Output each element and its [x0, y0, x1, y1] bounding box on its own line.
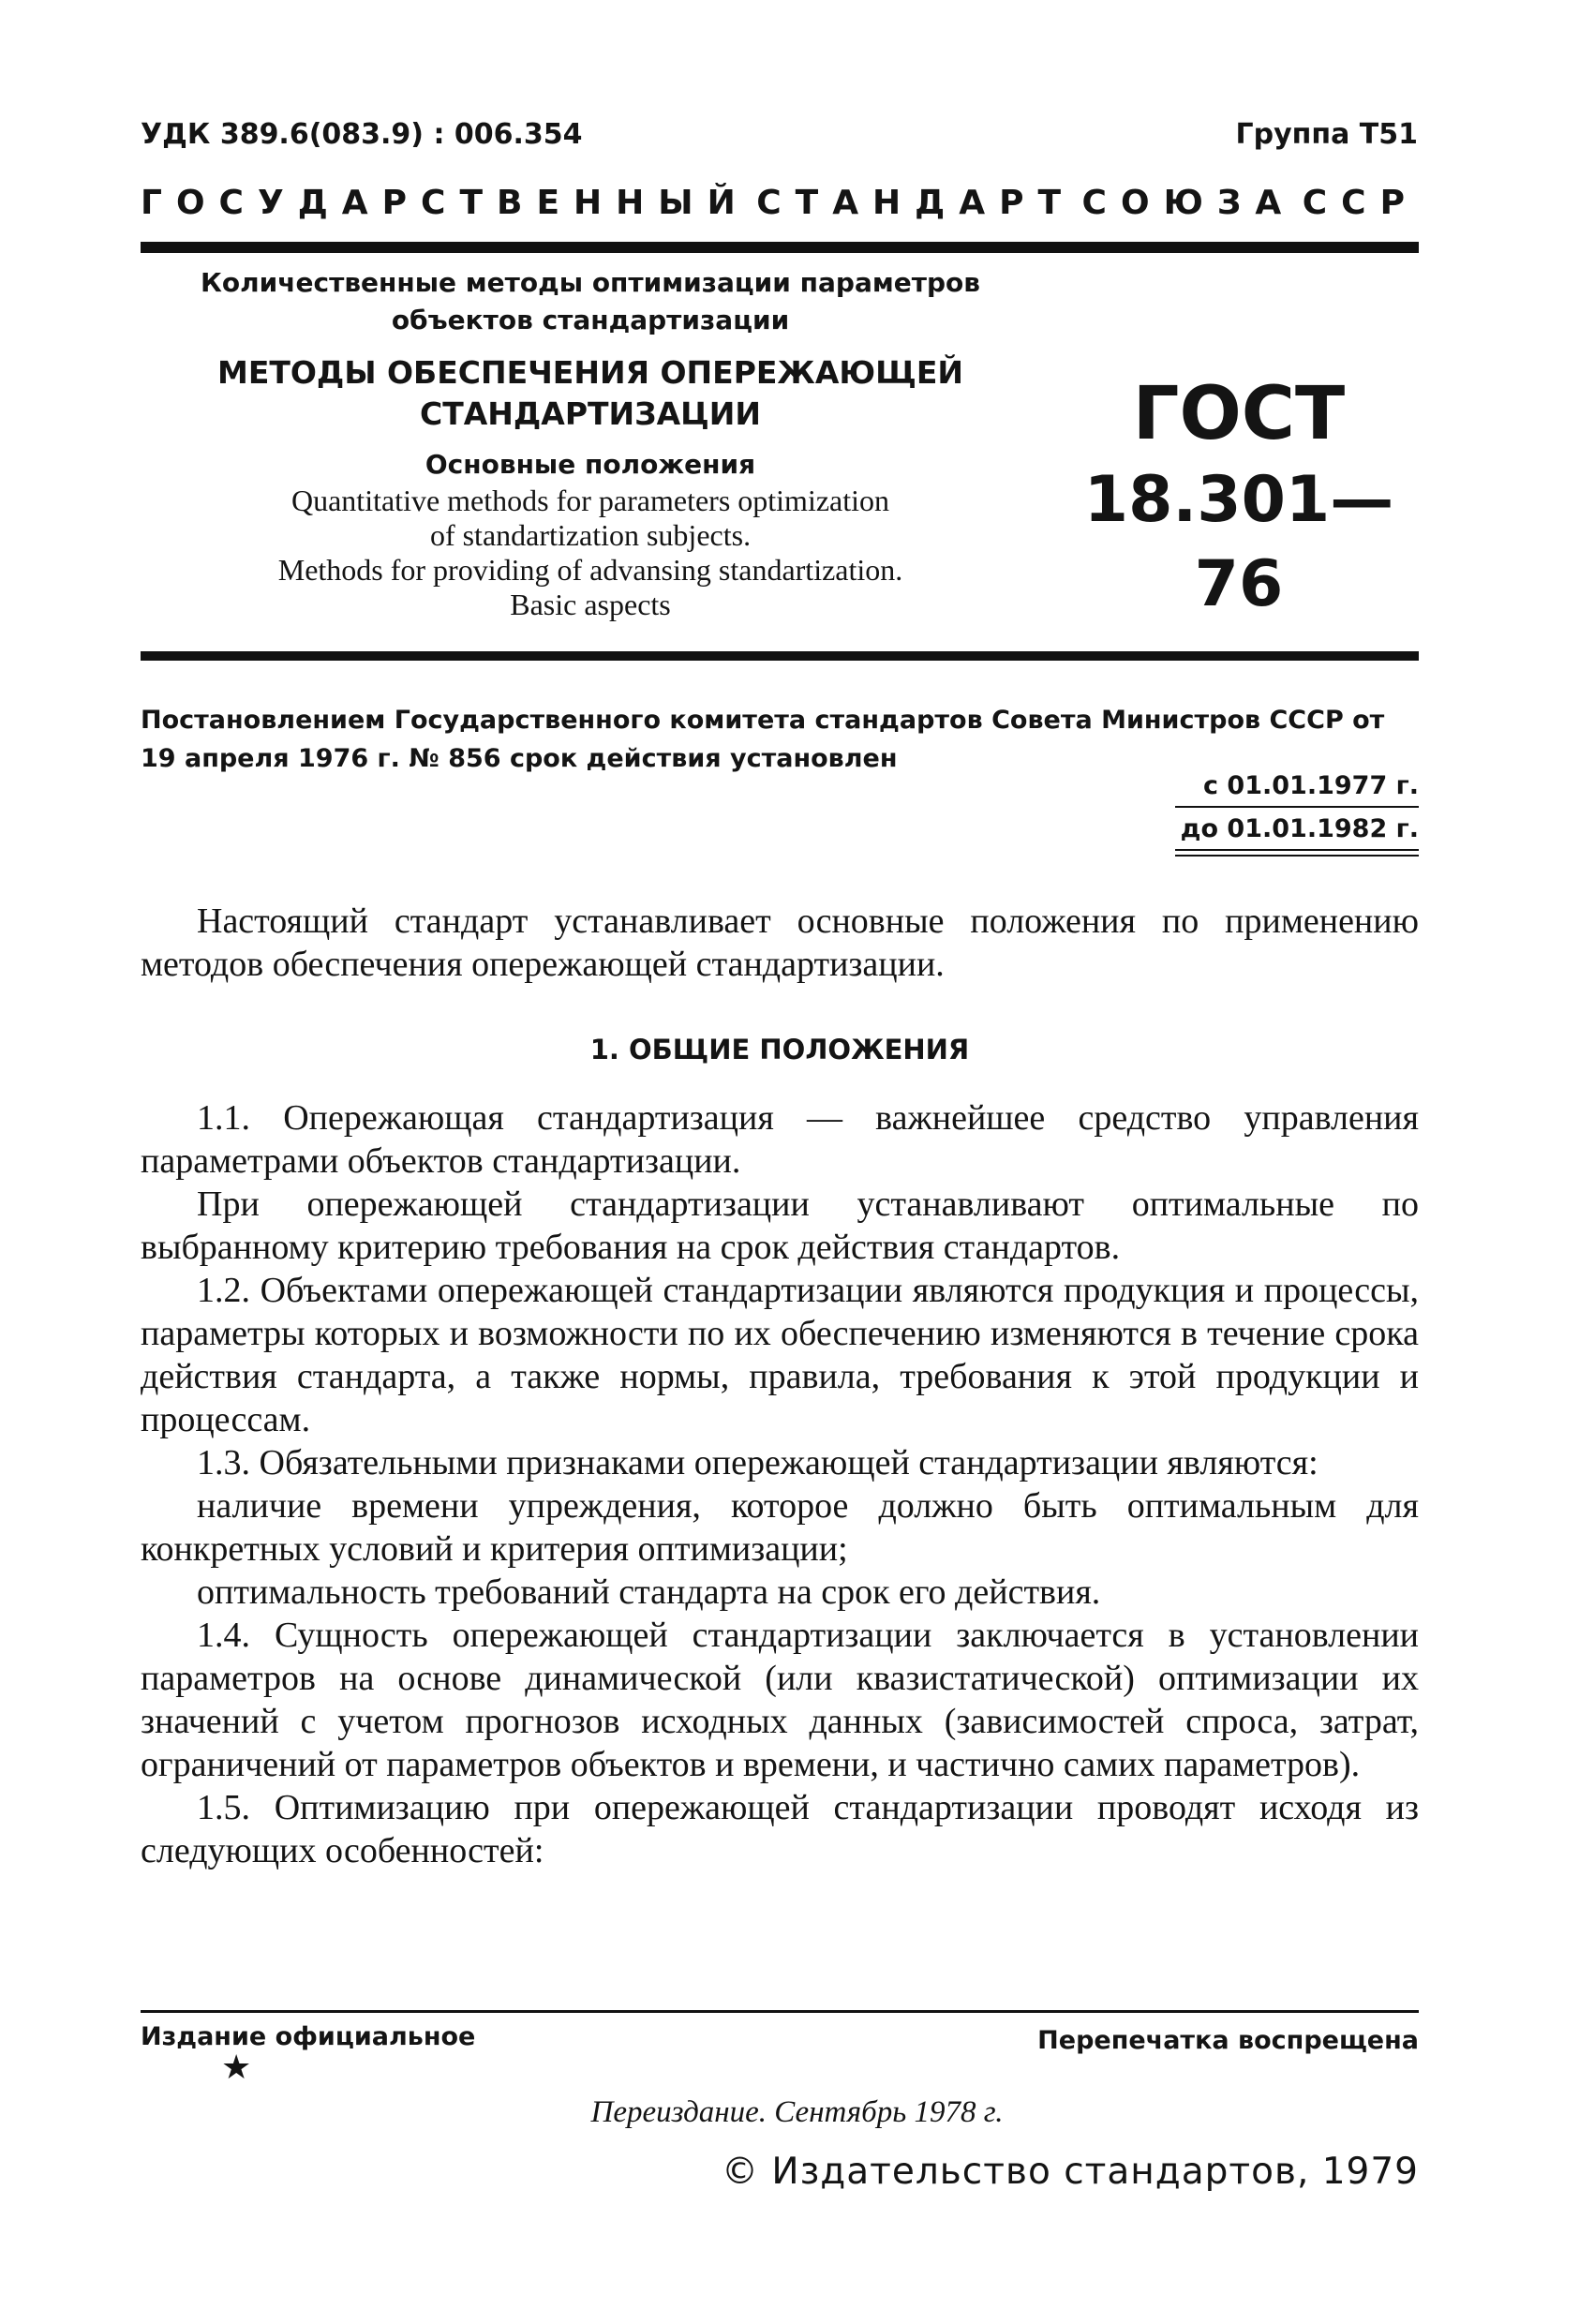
- udk-code: УДК 389.6(083.9) : 006.354: [141, 118, 583, 151]
- state-standard-heading: [141, 184, 1419, 222]
- reprint-notice: Перепечатка воспрещена: [1037, 2026, 1419, 2055]
- top-divider: [141, 242, 1419, 253]
- reissue-note: Переиздание. Сентябрь 1978 г.: [590, 2095, 1004, 2129]
- valid-to-underline: [1175, 855, 1419, 857]
- decree-text: Постановлением Государственного комитета стандартов Совета Министров СССР от 19 апреля 1976 г. № 856 срок действия установлен: [141, 706, 1385, 773]
- clause-paragraph: 1.1. Опережающая стандартизация — важнейшее средство управления параметрами объектов стандартизации.: [141, 1098, 1419, 1181]
- clause-paragraph: оптимальность требований стандарта на срок его действия.: [197, 1572, 1101, 1612]
- gost-number: 18.301—76: [1083, 463, 1394, 621]
- official-edition: Издание официальное: [141, 2022, 476, 2051]
- footer-divider: [141, 2010, 1419, 2013]
- category-line: Количественные методы оптимизации параметров: [201, 267, 980, 298]
- valid-from: с 01.01.1977 г.: [1203, 771, 1419, 800]
- english-title-line: Quantitative methods for parameters optimization: [290, 484, 890, 517]
- clause-paragraph: 1.4. Сущность опережающей стандартизации заключается в установлении параметров на основе динамической (или квазистатической) оптимизации их значений с учетом прогнозов исходных данных (зависимостей спроса, затрат, ограничений от параметров объектов и времени, и частично самих параметров).: [141, 1616, 1419, 1784]
- valid-to: до 01.01.1982 г.: [1180, 814, 1419, 843]
- subtitle: Основные положения: [425, 449, 756, 480]
- clause-paragraph: 1.3. Обязательными признаками опережающей стандартизации являются:: [197, 1443, 1318, 1482]
- section-body: [141, 1096, 1419, 1872]
- clause-paragraph: 1.5. Оптимизацию при опережающей стандартизации проводят исходя из следующих особенностей:: [141, 1788, 1419, 1870]
- clause-paragraph: При опережающей стандартизации устанавливают оптимальные по выбранному критерию требования на срок действия стандартов.: [141, 1184, 1419, 1267]
- standard-word: СТАНДАРТ: [756, 184, 1076, 222]
- english-title-line: Methods for providing of advansing standartization.: [277, 553, 903, 587]
- main-title: МЕТОДЫ ОБЕСПЕЧЕНИЯ ОПЕРЕЖАЮЩЕЙ: [216, 354, 963, 391]
- valid-from-underline: [1175, 806, 1419, 808]
- gost-designation: [1059, 370, 1419, 627]
- gost-label: ГОСТ: [1132, 372, 1346, 456]
- intro-paragraph: [141, 900, 1419, 986]
- publisher-copyright: © Издательство стандартов, 1979: [722, 2151, 1419, 2193]
- section-heading: 1. ОБЩИЕ ПОЛОЖЕНИЯ: [589, 1034, 970, 1065]
- title-block: [141, 264, 1040, 622]
- standard-word: ГОСУДАРСТВЕННЫЙ: [141, 184, 750, 222]
- title-divider: [141, 651, 1419, 661]
- star-icon: ★: [221, 2048, 252, 2086]
- valid-to-underline: [1175, 849, 1419, 851]
- standard-word: СОЮЗА: [1081, 184, 1296, 222]
- group-code: Группа Т51: [1235, 118, 1418, 151]
- standard-word: ССР: [1302, 184, 1419, 222]
- english-title-line: of standartization subjects.: [429, 518, 752, 552]
- english-title-line: Basic aspects: [510, 588, 671, 621]
- intro-text: Настоящий стандарт устанавливает основные положения по применению методов обеспечения опережающей стандартизации.: [141, 901, 1419, 984]
- clause-paragraph: наличие времени упреждения, которое должно быть оптимальным для конкретных условий и критерия оптимизации;: [141, 1486, 1419, 1569]
- category-line: объектов стандартизации: [391, 305, 790, 335]
- main-title: СТАНДАРТИЗАЦИИ: [420, 395, 761, 432]
- clause-paragraph: 1.2. Объектами опережающей стандартизации являются продукция и процессы, параметры которых и возможности по их обеспечению изменяются в течение срока действия стандарта, а также нормы, правила, требования к этой продукции и процессам.: [141, 1271, 1419, 1439]
